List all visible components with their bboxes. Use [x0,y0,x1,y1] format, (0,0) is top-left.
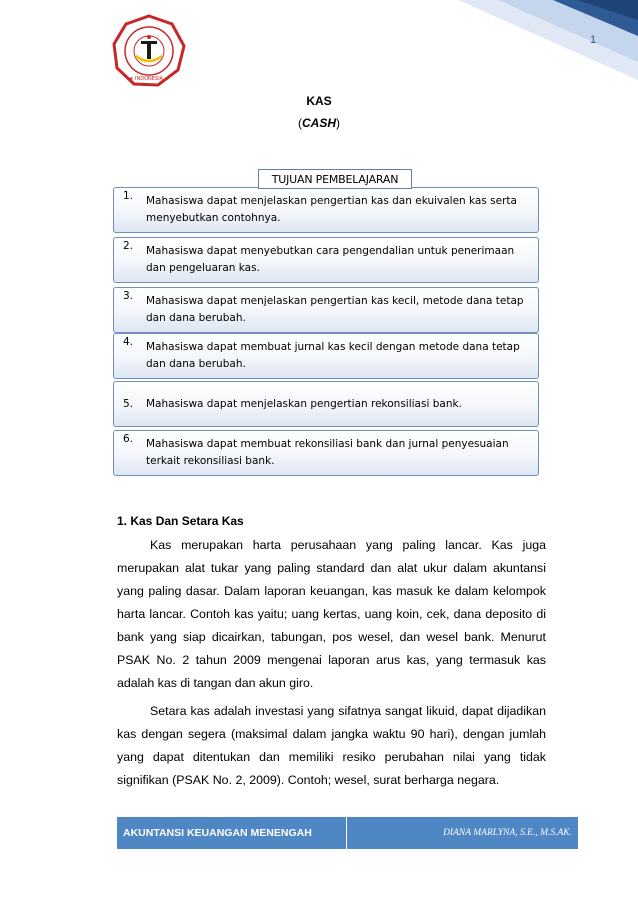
section-heading: 1. Kas Dan Setara Kas [117,514,244,528]
objective-number: 1. [123,190,134,202]
objective-number: 3. [123,290,134,302]
document-subtitle: (CASH) [297,116,340,130]
document-title: KAS [306,94,332,108]
objective-text: Mahasiswa dapat menjelaskan pengertian rekonsiliasi bank. [146,397,462,410]
objective-item [113,333,539,379]
objective-item [113,287,539,333]
footer-author: DIANA MARLYNA, S.E., M.S.AK. [346,817,578,849]
subtitle-italic: CASH [301,116,336,130]
objective-item [113,381,539,427]
paragraph: Setara kas adalah investasi yang sifatnya sangat likuid, dapat dijadikan kas dengan segera (maksimal dalam jangka waktu 90 hari), dengan jumlah yang dapat ditentukan dan memiliki resiko perubahan nilai yang tidak signifikan (PSAK No. 2, 2009). Contoh; wesel, surat berharga negara. [117,704,546,787]
page-corner-decoration [458,0,638,80]
svg-text:★ INDONESIA ★: ★ INDONESIA ★ [128,76,170,82]
objective-number: 4. [123,336,134,348]
objective-text: Mahasiswa dapat membuat jurnal kas kecil dengan metode dana tetap dan dana berubah. [146,341,520,370]
objective-text: Mahasiswa dapat menjelaskan pengertian kas kecil, metode dana tetap dan dana berubah. [146,295,524,324]
university-logo-icon [112,14,186,88]
objective-item [113,430,539,476]
objectives-label: TUJUAN PEMBELAJARAN [258,169,412,189]
footer-course: AKUNTANSI KEUANGAN MENENGAH [117,817,346,849]
objective-number: 2. [123,240,134,252]
objective-number: 6. [123,433,134,445]
paragraph: Kas merupakan harta perusahaan yang paling lancar. Kas juga merupakan alat tukar yang paling standard dan alat ukur dalam akuntansi yang paling dasar. Dalam laporan keuangan, kas masuk ke dalam kelompok harta lancar. Contoh kas yaitu; uang kertas, uang koin, cek, dana deposito di bank yang siap dicairkan, tabungan, pos wesel, dan wesel bank. Menurut PSAK No. 2 tahun 2009 mengenai laporan arus kas, yang termasuk kas adalah kas di tangan dan akun giro. [117,538,546,690]
objective-item [113,237,539,283]
objective-text: Mahasiswa dapat menyebutkan cara pengendalian untuk penerimaan dan pengeluaran kas. [146,245,515,274]
page-footer [117,817,578,849]
objective-number: 5. [123,397,134,410]
page-number: 1 [590,34,597,46]
objective-item [113,187,539,233]
objective-text: Mahasiswa dapat membuat rekonsiliasi bank dan jurnal penyesuaian terkait rekonsiliasi bank. [146,438,509,467]
objective-text: Mahasiswa dapat menjelaskan pengertian kas dan ekuivalen kas serta menyebutkan contohnya. [146,195,517,224]
